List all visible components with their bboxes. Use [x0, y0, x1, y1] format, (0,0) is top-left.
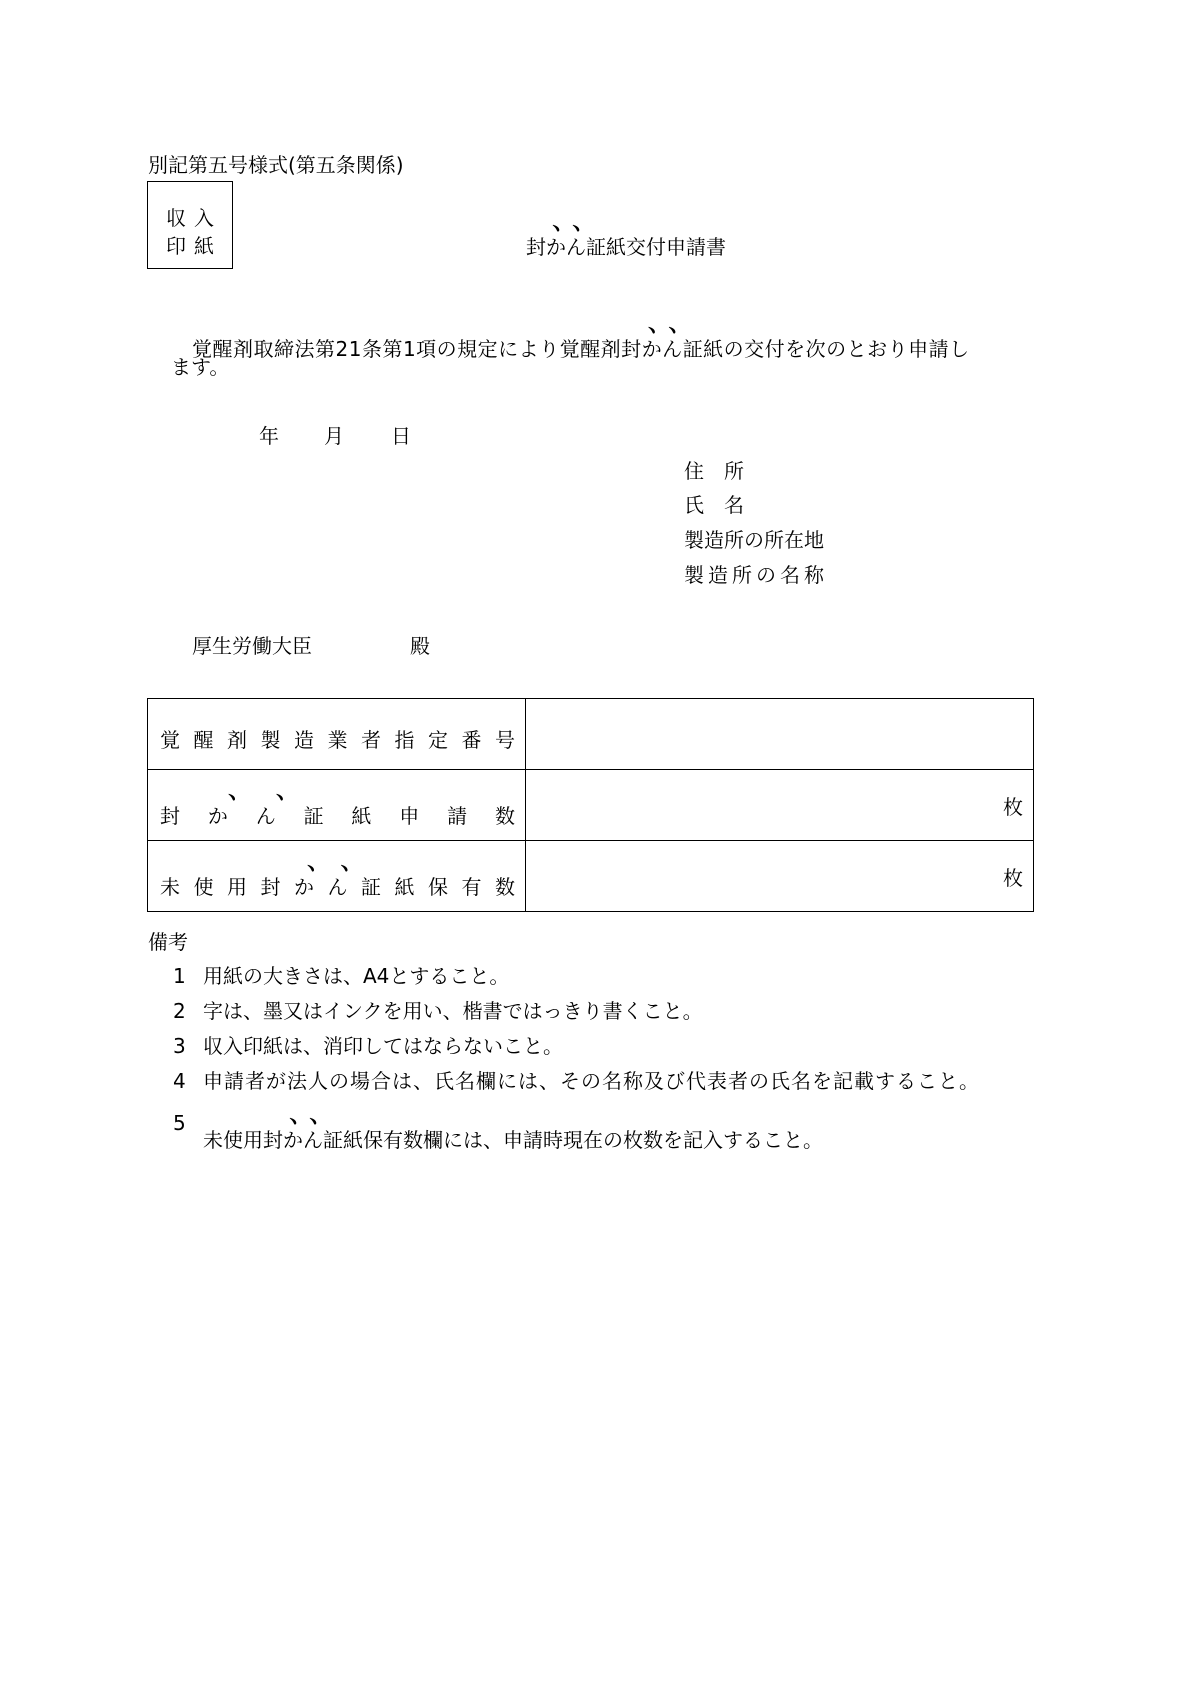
- revenue-stamp-box: [147, 181, 233, 269]
- applicant-address-label: 住 所: [684, 459, 744, 483]
- factory-location-label: 製造所の所在地: [684, 528, 824, 552]
- label-text: 証紙申請数: [303, 804, 516, 828]
- title-part: 証紙交付申請書: [586, 235, 726, 259]
- label-text: 覚醒剤製造業者指定番号: [160, 727, 515, 752]
- unused-count-label: [148, 841, 526, 912]
- requested-count-label: [148, 770, 526, 841]
- page-title: [526, 220, 726, 259]
- date-year: 年: [259, 424, 279, 448]
- stamp-label-line2: 印紙: [166, 234, 222, 258]
- note-emphasis: かん: [283, 1128, 323, 1152]
- unit-label: 枚: [1003, 865, 1023, 890]
- table-row: [148, 770, 1034, 841]
- note-text: [203, 1113, 823, 1152]
- note-text: 字は、墨又はインクを用い、楷書ではっきり書くこと。: [203, 999, 703, 1023]
- label-text: 証紙保有数: [361, 875, 515, 899]
- requested-count-field[interactable]: [526, 770, 1034, 841]
- factory-name-label: 製造所の名称: [684, 563, 828, 587]
- label-emphasis: かん: [294, 875, 361, 899]
- date-month: 月: [324, 424, 344, 448]
- note-number: 4: [173, 1069, 186, 1093]
- note-text: 用紙の大きさは、A4とすること。: [203, 964, 510, 988]
- note-text-part: 未使用封: [203, 1128, 283, 1152]
- title-emphasis: かん: [546, 235, 586, 259]
- body-text: 覚醒剤取締法第21条第1項の規定により覚醒剤封: [192, 337, 642, 361]
- body-text: 証紙の交付を次のとおり申請し: [682, 337, 970, 361]
- form-label: 別記第五号様式(第五条関係): [148, 153, 404, 177]
- note-number: 1: [173, 964, 186, 988]
- body-emphasis: かん: [641, 337, 683, 361]
- table-row: [148, 841, 1034, 912]
- title-part: 封: [526, 235, 546, 259]
- label-emphasis: かん: [207, 804, 304, 828]
- note-number: 5: [173, 1111, 186, 1135]
- stamp-label-line1: 収入: [166, 206, 222, 230]
- designation-number-label: [148, 699, 526, 770]
- label-text: 未使用封: [160, 875, 294, 899]
- note-text: 収入印紙は、消印してはならないこと。: [203, 1034, 563, 1058]
- unit-label: 枚: [1003, 794, 1023, 819]
- body-line2: ます。: [171, 355, 230, 379]
- table-row: [148, 699, 1034, 770]
- body-line1: [192, 322, 970, 361]
- note-number: 2: [173, 999, 186, 1023]
- note-number: 3: [173, 1034, 186, 1058]
- unused-count-field[interactable]: [526, 841, 1034, 912]
- addressee-name: 厚生労働大臣: [192, 634, 312, 658]
- application-table: [147, 698, 1034, 912]
- label-text: 封: [160, 804, 208, 828]
- designation-number-field[interactable]: [526, 699, 1034, 770]
- date-day: 日: [391, 424, 411, 448]
- note-text-part: 証紙保有数欄には、申請時現在の枚数を記入すること。: [323, 1128, 823, 1152]
- note-text: 申請者が法人の場合は、氏名欄には、その名称及び代表者の氏名を記載すること。: [203, 1069, 980, 1093]
- notes-heading: 備考: [148, 930, 188, 954]
- applicant-name-label: 氏 名: [684, 493, 744, 517]
- addressee-honorific: 殿: [410, 634, 430, 658]
